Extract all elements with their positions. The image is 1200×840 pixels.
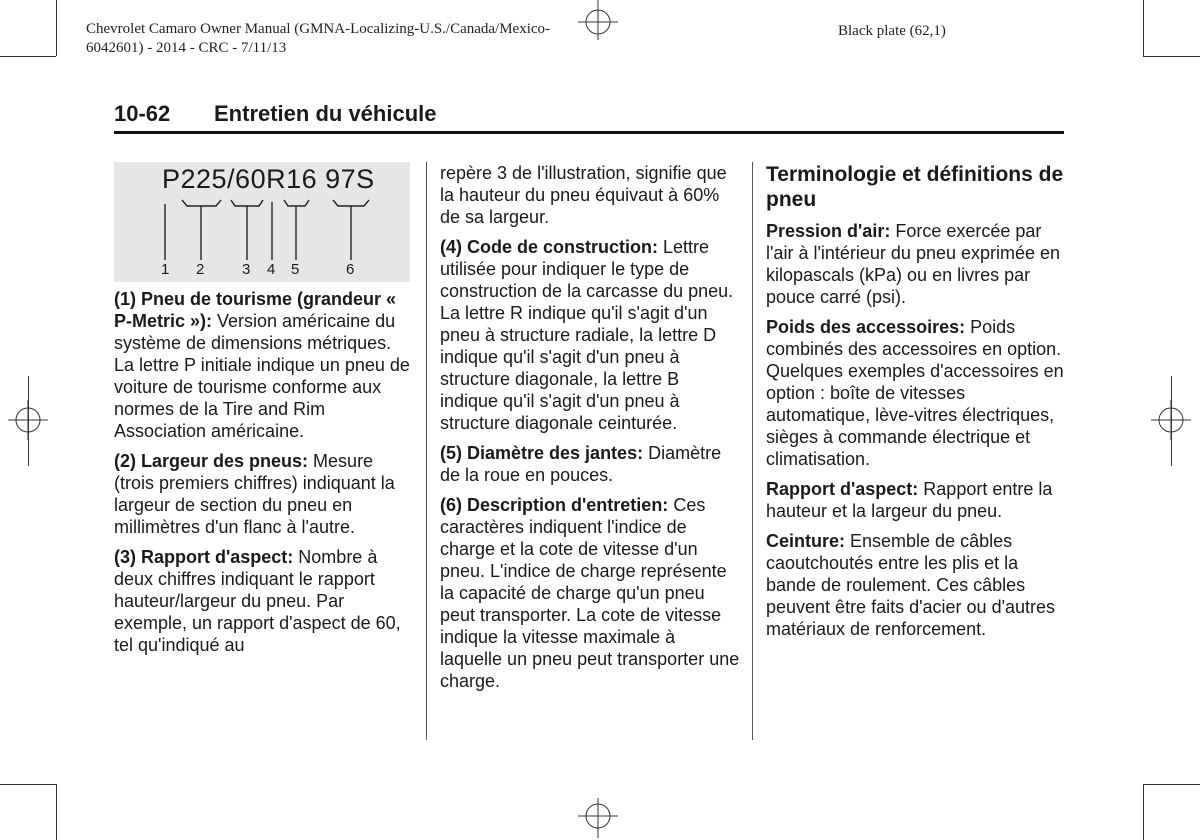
definition-text: Ces caractères indiquent l'indice de charge et la cote de vitesse d'un pneu. L'indice de charge représente la capacité de charge qu'un pneu peut transporter. La cote de vitesse indique la vitesse maximale à laquelle un pneu peut transporter une charge. xyxy=(440,495,740,691)
definition-text: Force exercée par l'air à l'intérieur du pneu exprimée en kilopascals (kPa) ou en livres par pouce carré (psi). xyxy=(766,221,1061,307)
callout-label: 6 xyxy=(346,261,355,278)
definition-paragraph xyxy=(766,220,1066,308)
definition-term: Ceinture: xyxy=(766,531,846,551)
tire-size-illustration xyxy=(114,162,410,282)
registration-mark-icon xyxy=(8,400,48,440)
definition-term: (3) Rapport d'aspect: xyxy=(114,547,294,567)
print-header-line1: Chevrolet Camaro Owner Manual (GMNA-Localizing-U.S./Canada/Mexico- xyxy=(86,21,551,37)
definition-term: Pression d'air: xyxy=(766,221,891,241)
definition-paragraph xyxy=(440,494,740,692)
definition-paragraph xyxy=(766,316,1066,470)
column-divider xyxy=(426,162,427,740)
callout-label: 1 xyxy=(161,261,170,278)
column-1 xyxy=(114,162,414,664)
callout-label: 3 xyxy=(242,261,251,278)
definition-term: (4) Code de construction: xyxy=(440,237,659,257)
column-2 xyxy=(440,162,740,700)
subsection-heading: Terminologie et définitions de pneu xyxy=(766,163,1064,211)
crop-mark-bottom-left-v xyxy=(56,784,57,840)
crop-mark-top-right-h xyxy=(1143,56,1200,57)
callout-label: 5 xyxy=(291,261,300,278)
definition-text: Nombre à deux chiffres indiquant le rapport hauteur/largeur du pneu. Par exemple, un rapport d'aspect de 60, tel qu'indiqué au xyxy=(114,547,401,655)
crop-mark-top-left-v xyxy=(56,0,57,56)
crop-mark-top-left-h xyxy=(0,56,56,57)
section-header xyxy=(114,101,1064,134)
definition-text: Mesure (trois premiers chiffres) indiquant la largeur de section du pneu en millimètres d'un flanc à l'autre. xyxy=(114,451,395,537)
print-header xyxy=(86,20,550,58)
definition-text: Ensemble de câbles caoutchoutés entre les plis et la bande de roulement. Ces câbles peuvent être faits d'acier ou d'autres matériaux de renforcement. xyxy=(766,531,1056,639)
definition-paragraph xyxy=(440,162,740,228)
crop-mark-bottom-left-h xyxy=(0,784,56,785)
registration-mark-icon xyxy=(1151,400,1191,440)
plate-label: Black plate (62,1) xyxy=(838,23,946,39)
column-divider xyxy=(752,162,753,740)
definition-term: Poids des accessoires: xyxy=(766,317,966,337)
crop-mark-top-right-v xyxy=(1143,0,1144,56)
definition-paragraph xyxy=(440,442,740,486)
definition-term: Rapport d'aspect: xyxy=(766,479,919,499)
definition-paragraph xyxy=(440,236,740,434)
definition-paragraph xyxy=(114,450,414,538)
definition-term: (5) Diamètre des jantes: xyxy=(440,443,644,463)
definition-text: repère 3 de l'illustration, signifie que la hauteur du pneu équivaut à 60% de sa largeur. xyxy=(440,163,727,227)
registration-mark-icon xyxy=(578,0,618,40)
definition-text: Lettre utilisée pour indiquer le type de construction de la carcasse du pneu. La lettre R indique qu'il s'agit d'un pneu à structure radiale, la lettre D indique qu'il s'agit d'un pneu à structure diagonale, la lettre B indique qu'il s'agit d'un pneu à structure diagonale ceinturée. xyxy=(440,237,734,433)
definition-text: Rapport entre la hauteur et la largeur du pneu. xyxy=(766,479,1053,521)
definition-paragraph xyxy=(114,546,414,656)
definition-term: (6) Description d'entretien: xyxy=(440,495,669,515)
callout-label: 2 xyxy=(196,261,205,278)
definition-paragraph xyxy=(766,530,1066,640)
crop-mark-bottom-right-h xyxy=(1143,784,1200,785)
crop-mark-bottom-right-v xyxy=(1143,784,1144,840)
definition-paragraph xyxy=(766,478,1066,522)
definition-text: Version américaine du système de dimensions métriques. La lettre P initiale indique un pneu de voiture de tourisme conforme aux normes de la Tire and Rim Association américaine. xyxy=(114,311,410,441)
definition-text: Poids combinés des accessoires en option. Quelques exemples d'accessoires en option : boîte de vitesses automatique, lève-vitres électriques, sièges à commande électrique et climatisation. xyxy=(766,317,1064,469)
callout-label: 4 xyxy=(267,261,276,278)
column-3 xyxy=(766,162,1066,648)
section-title: Entretien du véhicule xyxy=(214,101,437,126)
print-header-line2: 6042601) - 2014 - CRC - 7/11/13 xyxy=(86,40,287,56)
definition-text: Diamètre de la roue en pouces. xyxy=(440,443,722,485)
page-number: 10-62 xyxy=(114,101,171,126)
tire-code: P225/60R16 97S xyxy=(162,164,375,194)
definition-term: (1) Pneu de tourisme (grandeur « P-Metric »): xyxy=(114,289,397,331)
tire-callout-lines xyxy=(114,162,410,282)
registration-mark-icon xyxy=(578,798,618,838)
definition-term: (2) Largeur des pneus: xyxy=(114,451,309,471)
definition-paragraph xyxy=(114,288,414,442)
